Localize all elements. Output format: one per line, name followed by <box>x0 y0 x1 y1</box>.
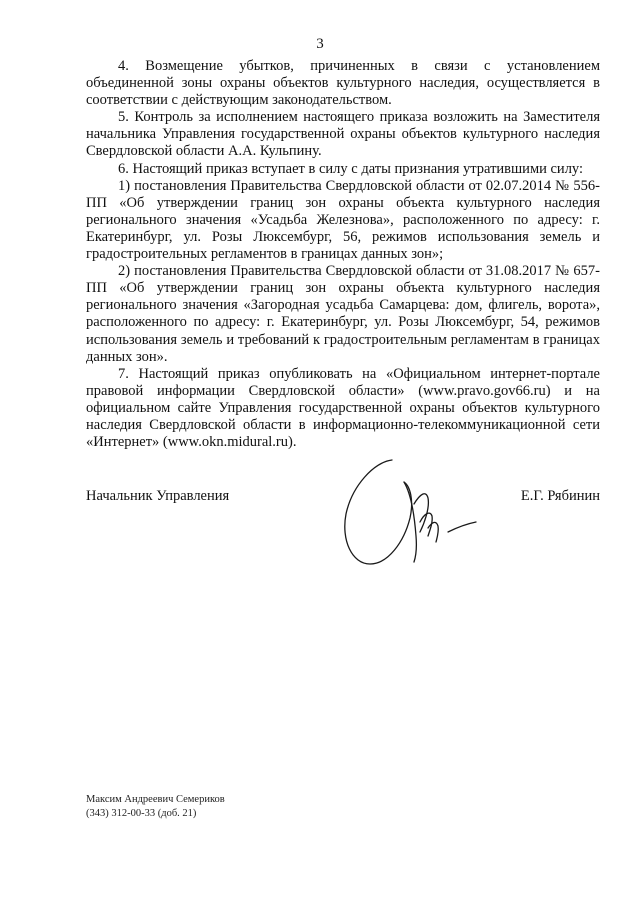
signatory-name: Е.Г. Рябинин <box>520 488 600 504</box>
page-number: 3 <box>316 36 324 52</box>
signatory-title: Начальник Управления <box>86 488 230 504</box>
executor-name: Максим Андреевич Семериков <box>86 794 225 805</box>
paragraph-6-effective: 6. Настоящий приказ вступает в силу с даты признания утратившими силу: <box>118 160 584 177</box>
paragraph-7-publish: 7. Настоящий приказ опубликовать на «Официальном интернет-портале правовой информации Свердловской области» (www.pravo.gov66.ru) и на официальном сайте Управления государственной охраны объектов культурного наследия Свердловской области в информационно-телекоммуникационной сети «Интернет» (www.okn.midural.ru). <box>86 365 600 451</box>
executor-phone: (343) 312-00-33 (доб. 21) <box>86 808 197 819</box>
paragraph-6-item-1: 1) постановления Правительства Свердловской области от 02.07.2014 № 556-ПП «Об утверждении границ зон охраны объекта культурного наследия регионального значения «Усадьба Железнова», расположенного по адресу: г. Екатеринбург, ул. Розы Люксембург, 56, режимов использования земель и градостроительных регламентов в границах данных зон»; <box>86 177 600 263</box>
document-body <box>86 58 600 451</box>
paragraph-4-damages: 4. Возмещение убытков, причиненных в связи с установлением объединенной зоны охраны объектов культурного наследия, осуществляется в соответствии с действующим законодательством. <box>86 58 600 109</box>
handwritten-signature <box>330 452 490 582</box>
paragraph-6-item-2: 2) постановления Правительства Свердловской области от 31.08.2017 № 657-ПП «Об утверждении границ зон охраны объекта культурного наследия регионального значения «Загородная усадьба Самарцева: дом, флигель, ворота», расположенного по адресу: г. Екатеринбург, ул. Розы Люксембург, 54, режимов использования земель и требований к градостроительным регламентам в границах данных зон». <box>86 263 600 365</box>
paragraph-5-control: 5. Контроль за исполнением настоящего приказа возложить на Заместителя начальника Управления государственной охраны объектов культурного наследия Свердловской области А.А. Кульпину. <box>86 109 600 160</box>
executor-footer <box>86 793 225 821</box>
